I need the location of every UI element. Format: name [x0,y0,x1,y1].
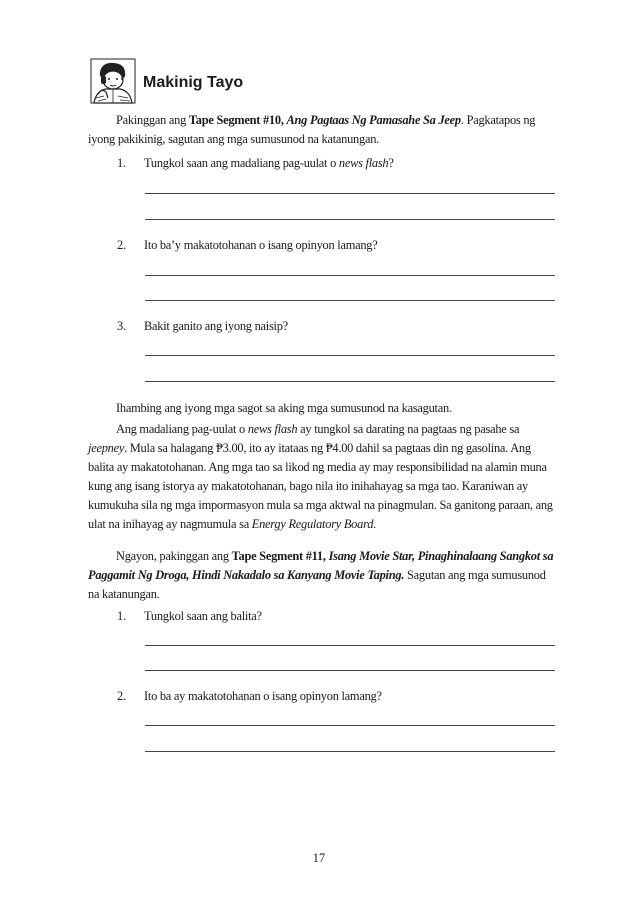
question-text: Ito ba ay makatotohanan o isang opinyon lamang? [144,689,382,703]
question-text: Tungkol saan ang madaliang pag-uulat o news flash? [144,156,394,170]
answer-line[interactable] [145,275,555,276]
answer-line[interactable] [145,355,555,356]
answer-paragraph: Ang madaliang pag-uulat o news flash ay tungkol sa darating na pagtaas ng pasahe sa jeepney. Mula sa halagang ₱3.00, ito ay itataas ng ₱4.00 dahil sa pagtaas din ng gasolina. Ang balita ay makatotohanan. Ang mga tao sa likod ng media ay may responsibilidad na alamin muna kung ang isang istorya ay makatotohanan, bago nila ito inihahayag sa mga tao. Karaniwan ay kumukuha sila ng mga impormasyon mula sa mga aktwal na pinagmulan. Sa ganitong paraan, ang ulat na inihayag ay nagmumula sa Energy Regulatory Board. [88,422,553,531]
question-number: 3. [117,319,126,333]
intro1-text-3: . Pagkatapos ng iyong pakikinig, sagutan ang mga sumusunod na katanungan. [88,113,536,146]
page-number: 17 [312,851,326,865]
tape-segment-11: Tape Segment #11, [231,549,326,563]
question-number: 1. [117,609,126,623]
intro1-text-1: Pakinggan ang [116,113,189,127]
answer-line[interactable] [145,381,555,382]
news-flash-term: news flash [247,422,298,436]
question-text: Bakit ganito ang iyong naisip? [144,319,288,333]
listening-person-icon [90,58,136,104]
story-title-10: Ang Pagtaas Ng Pamasahe Sa Jeep [286,113,461,127]
question-number: 2. [117,689,126,703]
answer-line[interactable] [145,670,555,671]
tape-segment-10: Tape Segment #10, [188,113,284,127]
question-number: 2. [117,238,126,252]
energy-regulatory-board: Energy Regulatory Board [251,517,374,531]
compare-instruction: Ihambing ang iyong mga sagot sa aking mga sumusunod na kasagutan. [116,401,452,415]
section-title: Makinig Tayo [143,74,244,91]
question-text: Tungkol saan ang balita? [144,609,262,623]
answer-line[interactable] [145,725,555,726]
answer-line[interactable] [145,300,555,301]
answer-line[interactable] [145,193,555,194]
answer-line[interactable] [145,751,555,752]
story-title-11: Isang Movie Star, Pinaghinalaang Sangkot sa Paggamit Ng Droga, Hindi Nakadalo sa Kanyang Movie Taping. [88,549,554,582]
intro-paragraph-2: Ngayon, pakinggan ang Tape Segment #11, Isang Movie Star, Pinaghinalaang Sangkot sa Paggamit Ng Droga, Hindi Nakadalo sa Kanyang Movie Taping. Sagutan ang mga sumusunod na katanungan. [88,549,554,601]
answer-line[interactable] [145,645,555,646]
intro-paragraph-1 [88,111,556,149]
question-text: Ito ba’y makatotohanan o isang opinyon lamang? [144,238,378,252]
jeepney-term: jeepney [88,441,125,455]
question-number: 1. [117,156,126,170]
answer-line[interactable] [145,219,555,220]
